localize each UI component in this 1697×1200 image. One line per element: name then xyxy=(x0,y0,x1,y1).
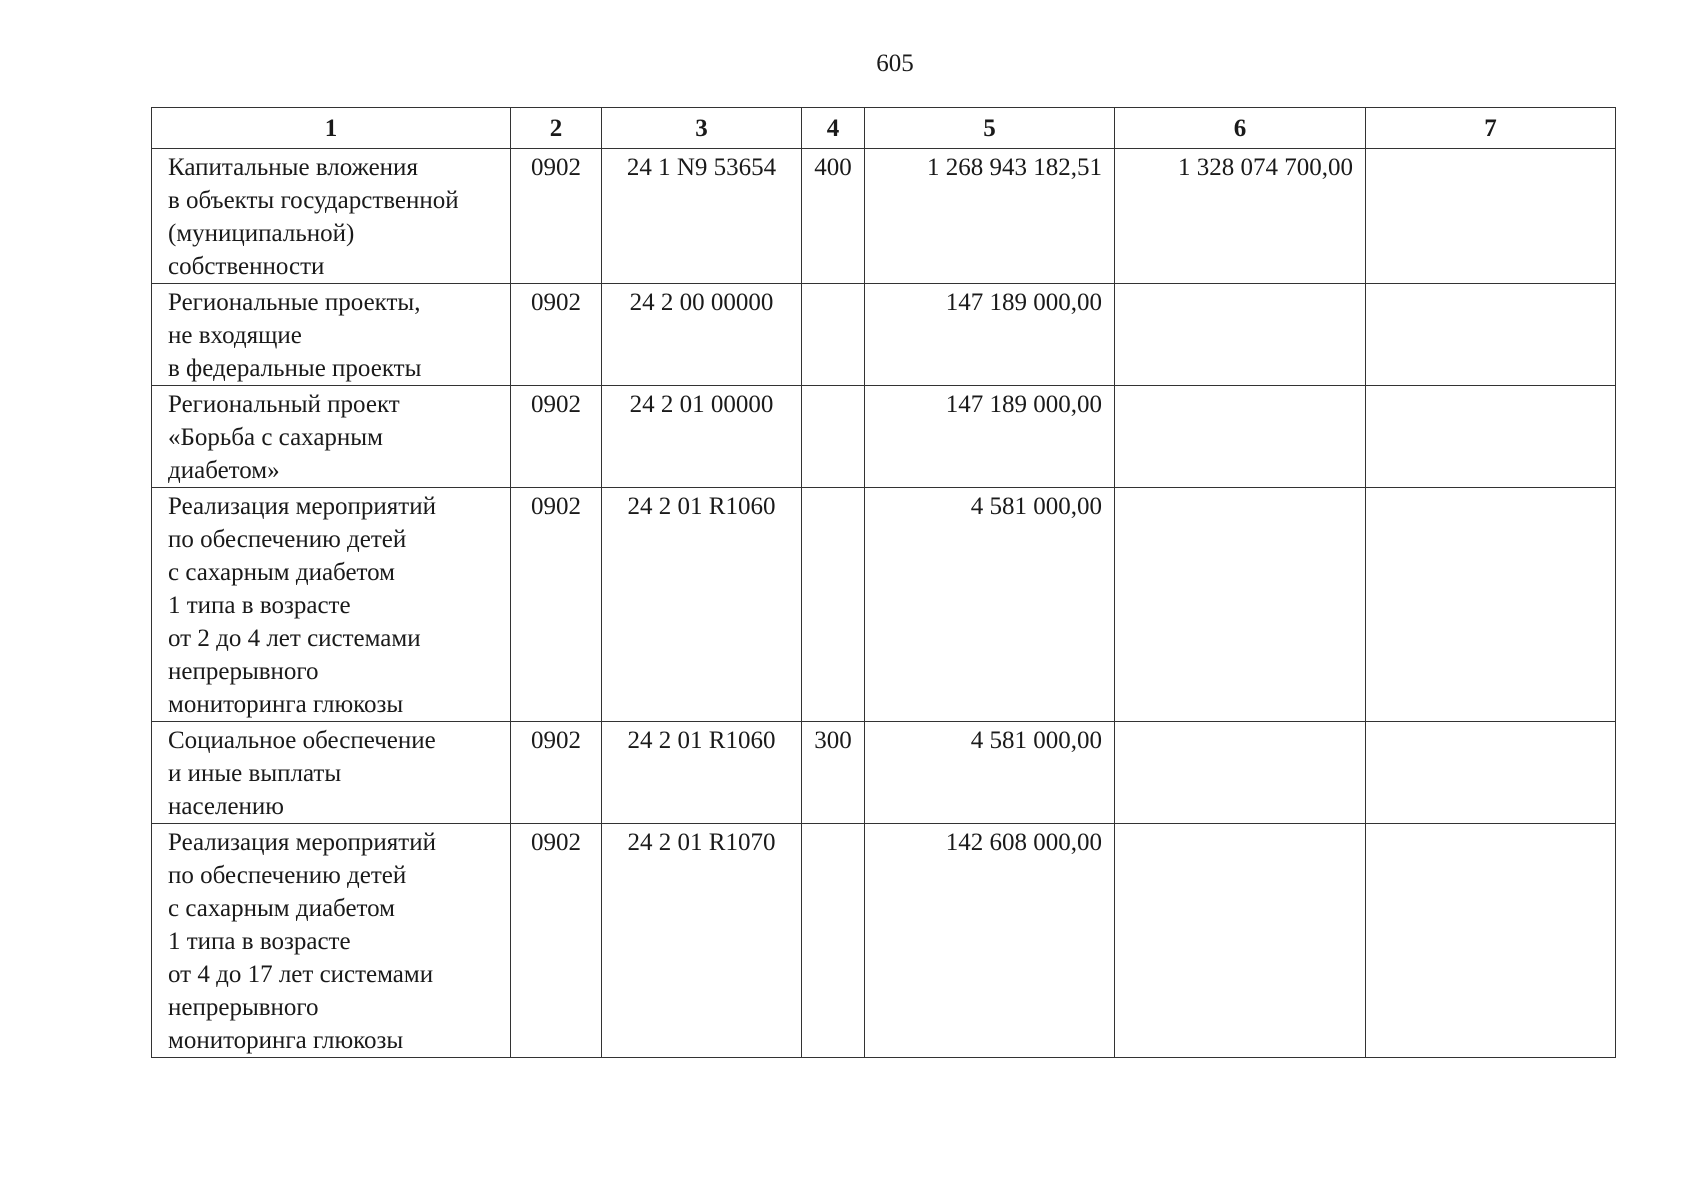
section-code: 0902 xyxy=(511,488,602,722)
target-article: 24 2 01 R1060 xyxy=(602,722,802,824)
header-row xyxy=(152,108,1616,149)
amount-col6 xyxy=(1115,824,1366,1058)
col-header: 1 xyxy=(152,108,511,149)
col-header: 4 xyxy=(802,108,865,149)
table-row xyxy=(152,722,1616,824)
budget-table xyxy=(151,107,1616,1058)
expense-type: 400 xyxy=(802,149,865,284)
row-name: Региональный проект «Борьба с сахарным диабетом» xyxy=(152,386,511,488)
row-name: Капитальные вложения в объекты государственной (муниципальной) собственности xyxy=(152,149,511,284)
table-row xyxy=(152,824,1616,1058)
row-name: Социальное обеспечение и иные выплаты населению xyxy=(152,722,511,824)
amount-col7 xyxy=(1366,284,1616,386)
amount-col6: 1 328 074 700,00 xyxy=(1115,149,1366,284)
amount-col7 xyxy=(1366,824,1616,1058)
row-name: Региональные проекты, не входящие в федеральные проекты xyxy=(152,284,511,386)
amount-col7 xyxy=(1366,722,1616,824)
target-article: 24 2 01 R1070 xyxy=(602,824,802,1058)
amount-col5: 4 581 000,00 xyxy=(865,488,1115,722)
col-header: 3 xyxy=(602,108,802,149)
section-code: 0902 xyxy=(511,284,602,386)
amount-col7 xyxy=(1366,488,1616,722)
table-row xyxy=(152,149,1616,284)
amount-col5: 4 581 000,00 xyxy=(865,722,1115,824)
expense-type xyxy=(802,386,865,488)
table-row xyxy=(152,488,1616,722)
expense-type: 300 xyxy=(802,722,865,824)
section-code: 0902 xyxy=(511,386,602,488)
amount-col7 xyxy=(1366,149,1616,284)
amount-col5: 142 608 000,00 xyxy=(865,824,1115,1058)
target-article: 24 2 01 R1060 xyxy=(602,488,802,722)
amount-col7 xyxy=(1366,386,1616,488)
page-number: 605 xyxy=(876,50,914,77)
amount-col6 xyxy=(1115,488,1366,722)
amount-col5: 147 189 000,00 xyxy=(865,386,1115,488)
table-row xyxy=(152,386,1616,488)
expense-type xyxy=(802,824,865,1058)
amount-col5: 1 268 943 182,51 xyxy=(865,149,1115,284)
col-header: 6 xyxy=(1115,108,1366,149)
amount-col6 xyxy=(1115,722,1366,824)
col-header: 7 xyxy=(1366,108,1616,149)
col-header: 5 xyxy=(865,108,1115,149)
expense-type xyxy=(802,488,865,722)
section-code: 0902 xyxy=(511,149,602,284)
amount-col6 xyxy=(1115,386,1366,488)
amount-col5: 147 189 000,00 xyxy=(865,284,1115,386)
amount-col6 xyxy=(1115,284,1366,386)
target-article: 24 2 00 00000 xyxy=(602,284,802,386)
col-header: 2 xyxy=(511,108,602,149)
target-article: 24 1 N9 53654 xyxy=(602,149,802,284)
row-name: Реализация мероприятий по обеспечению детей с сахарным диабетом 1 типа в возрасте от 4 до 17 лет системами непрерывного мониторинга глюкозы xyxy=(152,824,511,1058)
expense-type xyxy=(802,284,865,386)
section-code: 0902 xyxy=(511,824,602,1058)
section-code: 0902 xyxy=(511,722,602,824)
target-article: 24 2 01 00000 xyxy=(602,386,802,488)
row-name: Реализация мероприятий по обеспечению детей с сахарным диабетом 1 типа в возрасте от 2 до 4 лет системами непрерывного мониторинга глюкозы xyxy=(152,488,511,722)
table-row xyxy=(152,284,1616,386)
